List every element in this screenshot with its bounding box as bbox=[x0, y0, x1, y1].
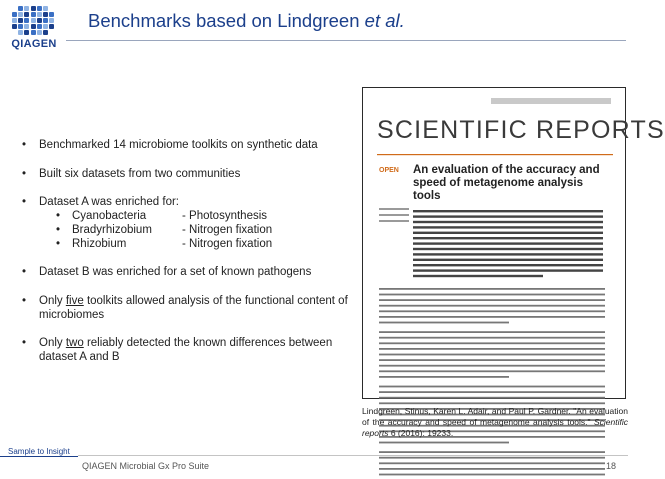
qiagen-logo bbox=[6, 4, 62, 50]
paper-text-line bbox=[379, 214, 409, 216]
bullet-text bbox=[39, 294, 359, 322]
bullet-text-suffix: toolkits allowed analysis of the functional content of microbiomes bbox=[39, 295, 348, 321]
paper-text-line bbox=[379, 331, 605, 333]
paper-title: An evaluation of the accuracy and speed of metagenome analysis tools bbox=[413, 164, 600, 202]
title-main: Benchmarks based on Lindgreen bbox=[88, 10, 365, 31]
paper-text-line bbox=[379, 354, 605, 356]
paper-text-line bbox=[413, 259, 603, 261]
paper-text-line bbox=[413, 221, 603, 223]
logo-square bbox=[12, 12, 17, 17]
paper-text-line bbox=[379, 305, 605, 307]
logo-square bbox=[18, 24, 23, 29]
logo-square bbox=[43, 30, 48, 35]
logo-square bbox=[12, 24, 17, 29]
logo-square bbox=[43, 12, 48, 17]
logo-mark-icon bbox=[12, 6, 56, 36]
footer-accent-rule bbox=[0, 456, 78, 457]
logo-square bbox=[49, 18, 54, 23]
title-italic: et al. bbox=[364, 10, 405, 31]
organism-name: Rhizobium bbox=[72, 238, 127, 250]
paper-text-line bbox=[379, 310, 605, 312]
paper-text-line bbox=[379, 359, 605, 361]
logo-square bbox=[24, 30, 29, 35]
organism-role: - Nitrogen fixation bbox=[182, 238, 273, 250]
paper-text-line bbox=[413, 264, 603, 266]
organism-name: Cyanobacteria bbox=[72, 210, 147, 222]
citation-text: Lindgreen, Stinus, Karen L. Adair, and Paul P. Gardner. "An evaluation of the accuracy and speed of metagenome analysis tools." bbox=[362, 406, 628, 427]
logo-square bbox=[24, 18, 29, 23]
bullet-text bbox=[39, 336, 359, 364]
paper-text-line bbox=[379, 288, 605, 290]
logo-square bbox=[31, 18, 36, 23]
paper-open-badge: OPEN bbox=[379, 167, 399, 174]
logo-square bbox=[43, 24, 48, 29]
paper-text-line bbox=[379, 337, 605, 339]
bullet-text-prefix: Only bbox=[39, 337, 66, 349]
paper-text-line bbox=[379, 474, 605, 476]
paper-text-line bbox=[379, 451, 605, 453]
bullet-dot: • bbox=[56, 210, 61, 222]
paper-text-lines bbox=[363, 88, 627, 400]
paper-text-line bbox=[379, 457, 605, 459]
logo-square bbox=[24, 6, 29, 11]
paper-text-line bbox=[379, 402, 605, 404]
paper-text-line bbox=[379, 468, 605, 470]
bullet-text: Dataset A was enriched for: bbox=[39, 196, 179, 208]
logo-square bbox=[37, 24, 42, 29]
logo-square bbox=[37, 12, 42, 17]
logo-square bbox=[18, 12, 23, 17]
page-number: 18 bbox=[606, 461, 617, 471]
bullet-dot: • bbox=[56, 224, 61, 236]
paper-text-line bbox=[379, 294, 605, 296]
logo-square bbox=[31, 30, 36, 35]
logo-square bbox=[31, 24, 36, 29]
paper-text-line bbox=[413, 275, 543, 277]
logo-square bbox=[49, 12, 54, 17]
paper-text-line bbox=[379, 391, 605, 393]
organism-name: Bradyrhizobium bbox=[72, 224, 152, 236]
bullet-dot: • bbox=[22, 168, 27, 180]
bullet-dot: • bbox=[22, 139, 27, 151]
logo-square bbox=[37, 18, 42, 23]
logo-square bbox=[43, 18, 48, 23]
paper-text-line bbox=[413, 232, 603, 234]
bullet-dot: • bbox=[22, 337, 27, 349]
header-divider bbox=[66, 40, 626, 41]
paper-text-line bbox=[379, 316, 605, 318]
paper-journal-name: SCIENTIFIC REPORTS bbox=[377, 116, 665, 144]
paper-text-line bbox=[413, 210, 603, 212]
bullet-dot: • bbox=[22, 295, 27, 307]
logo-square bbox=[18, 6, 23, 11]
paper-text-line bbox=[379, 370, 605, 372]
paper-text-line bbox=[379, 342, 605, 344]
logo-text: QIAGEN bbox=[11, 38, 57, 50]
bullet-text-prefix: Only bbox=[39, 295, 66, 307]
paper-text-line bbox=[413, 237, 603, 239]
paper-text-line bbox=[379, 442, 509, 444]
logo-square bbox=[37, 30, 42, 35]
paper-text-line bbox=[379, 220, 409, 222]
citation bbox=[362, 406, 628, 439]
paper-text-line bbox=[413, 248, 603, 250]
paper-text-line bbox=[413, 215, 603, 217]
footer-tagline: Sample to Insight bbox=[8, 447, 70, 456]
organism-role: - Photosynthesis bbox=[182, 210, 268, 222]
bullet-text: Built six datasets from two communities bbox=[39, 168, 241, 180]
logo-square bbox=[31, 12, 36, 17]
logo-square bbox=[31, 6, 36, 11]
bullet-underlined: two bbox=[65, 337, 84, 349]
paper-text-line bbox=[413, 269, 603, 271]
page-title bbox=[88, 10, 405, 32]
paper-text-line bbox=[379, 397, 605, 399]
paper-text-line bbox=[379, 208, 409, 210]
paper-text-line bbox=[379, 299, 605, 301]
paper-text-line bbox=[379, 376, 509, 378]
logo-square bbox=[49, 24, 54, 29]
bullet-underlined: five bbox=[65, 295, 84, 307]
citation-tail: 6 (2016): 19233. bbox=[388, 428, 454, 438]
paper-text-line bbox=[379, 365, 605, 367]
paper-text-line bbox=[377, 154, 613, 155]
logo-square bbox=[18, 18, 23, 23]
footer-product-name: QIAGEN Microbial Gx Pro Suite bbox=[82, 461, 210, 471]
paper-text-line bbox=[379, 348, 605, 350]
bullet-text: Dataset B was enriched for a set of known pathogens bbox=[39, 266, 312, 278]
citation-journal: Scientific reports bbox=[362, 417, 628, 438]
bullet-dot: • bbox=[22, 266, 27, 278]
paper-text-line bbox=[413, 253, 603, 255]
bullet-text-suffix: reliably detected the known differences between dataset A and B bbox=[39, 337, 333, 363]
logo-square bbox=[18, 30, 23, 35]
paper-thumbnail bbox=[362, 87, 665, 399]
paper-text-line bbox=[413, 242, 603, 244]
bullet-text: Benchmarked 14 microbiome toolkits on synthetic data bbox=[39, 139, 318, 151]
bullet-dot: • bbox=[22, 196, 27, 208]
organism-role: - Nitrogen fixation bbox=[182, 224, 273, 236]
logo-square bbox=[37, 6, 42, 11]
footer-divider bbox=[78, 455, 628, 456]
paper-text-line bbox=[413, 226, 603, 228]
paper-text-line bbox=[379, 462, 605, 464]
bullet-dot: • bbox=[56, 238, 61, 250]
logo-square bbox=[12, 18, 17, 23]
paper-text-line bbox=[379, 322, 509, 324]
paper-text-line bbox=[379, 386, 605, 388]
logo-square bbox=[24, 12, 29, 17]
logo-square bbox=[24, 24, 29, 29]
logo-square bbox=[43, 6, 48, 11]
